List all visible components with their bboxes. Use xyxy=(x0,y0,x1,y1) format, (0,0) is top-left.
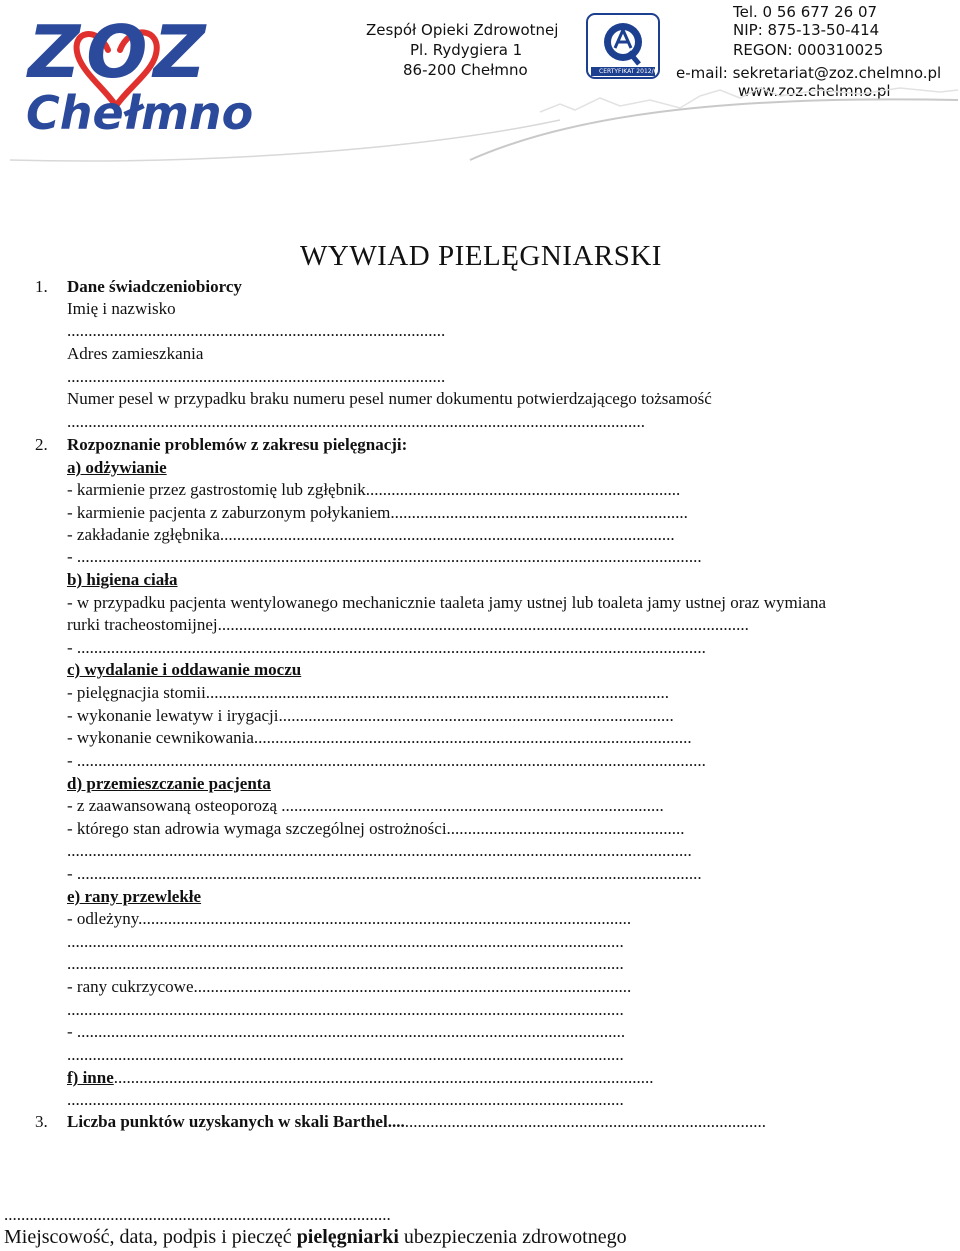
list-item: - .................................................................................................................................................... xyxy=(67,638,706,657)
skyline-decoration xyxy=(0,60,960,170)
section-heading: Liczba punktów uzyskanych w skali Barthel.... xyxy=(67,1112,405,1131)
list-item: - z zaawansowaną osteoporozą .......................................................................................... xyxy=(67,796,664,815)
section-number: 1. xyxy=(35,277,48,296)
list-item: - ................................................................................................................................................... xyxy=(67,547,702,566)
list-item: - rany cukrzycowe....................................................................................................... xyxy=(67,977,632,996)
page-title: WYWIAD PIELĘGNIARSKI xyxy=(300,240,662,272)
signature-line: ........................................................................................... xyxy=(4,1205,391,1224)
list-item: - karmienie pacjenta z zaburzonym połykaniem...................................................................... xyxy=(67,503,688,522)
org-name: Zespół Opieki Zdrowotnej xyxy=(366,21,559,39)
field-label: Numer pesel w przypadku braku numeru pesel numer dokumentu potwierdzającego tożsamość xyxy=(67,389,712,408)
list-item: - odleżyny.................................................................................................................... xyxy=(67,909,632,928)
list-item: - wykonanie lewatyw i irygacji............................................................................................. xyxy=(67,706,674,725)
list-item: ................................................................................................................................... xyxy=(67,1045,624,1064)
org-street: Pl. Rydygiera 1 xyxy=(410,41,523,59)
certificate-label: CERTYFIKAT 2012/6 xyxy=(599,68,658,75)
barthel-row xyxy=(67,1111,766,1133)
contact-www: www.zoz.chelmno.pl xyxy=(738,82,891,100)
caption-text: Miejscowość, data, podpis i pieczęć xyxy=(4,1226,297,1248)
section-number: 3. xyxy=(35,1112,48,1131)
logo-text-zoz: ZOZ xyxy=(28,10,212,94)
subsection-heading: e) rany przewlekłe xyxy=(67,887,202,906)
contact-email: e-mail: sekretariat@zoz.chelmno.pl xyxy=(676,64,942,82)
signature-caption xyxy=(4,1225,627,1249)
subsection-heading: b) higiena ciała xyxy=(67,570,178,589)
list-item: - w przypadku pacjenta wentylowanego mechanicznie taaleta jamy ustnej lub toaleta jamy ustnej oraz wymiana xyxy=(67,593,827,612)
org-city: 86-200 Chełmno xyxy=(403,61,528,79)
list-item: - którego stan adrowia wymaga szczególnej ostrożności........................................................ xyxy=(67,819,685,838)
subsection-heading: d) przemieszczanie pacjenta xyxy=(67,774,271,793)
list-item: - zakładanie zgłębnika........................................................................................................... xyxy=(67,525,675,544)
list-item: ................................................................................................................................... xyxy=(67,954,624,973)
subsection-heading: a) odżywianie xyxy=(67,458,167,477)
caption-text: ubezpieczenia zdrowotnego xyxy=(398,1226,627,1248)
list-item: - wykonanie cewnikowania....................................................................................................... xyxy=(67,728,692,747)
logo-text-chelmno: Chełmno xyxy=(26,86,254,140)
fill-in-line: ......................................................................................... xyxy=(67,367,446,386)
fill-in-line: ............................................................................................................................... xyxy=(113,1068,654,1087)
section-heading: Dane świadczeniobiorcy xyxy=(67,277,242,296)
list-item: - ................................................................................................................................................... xyxy=(67,864,702,883)
fill-in-line: ........................................................................................................................................ xyxy=(67,412,645,431)
list-item: - ................................................................................................................................. xyxy=(67,1022,626,1041)
list-item: - karmienie przez gastrostomię lub zgłębnik.......................................................................... xyxy=(67,480,681,499)
list-item: - pielęgnacjia stomii............................................................................................................. xyxy=(67,683,670,702)
contact-phone: Tel. 0 56 677 26 07 xyxy=(733,3,878,21)
field-label: Adres zamieszkania xyxy=(67,344,204,363)
list-item: ................................................................................................................................... xyxy=(67,1000,624,1019)
section-number: 2. xyxy=(35,435,48,454)
fill-in-line: ..................................................................................... xyxy=(404,1112,766,1131)
subsection-f-row xyxy=(67,1067,654,1089)
list-item: - .................................................................................................................................................... xyxy=(67,751,706,770)
caption-bold-text: pielęgniarki xyxy=(296,1226,399,1248)
section-heading: Rozpoznanie problemów z zakresu pielęgnacji: xyxy=(67,435,408,454)
fill-in-line: ......................................................................................... xyxy=(67,321,446,340)
list-item: rurki tracheostomijnej............................................................................................................................. xyxy=(67,615,749,634)
subsection-heading: f) inne xyxy=(67,1068,114,1087)
contact-nip: NIP: 875-13-50-414 xyxy=(733,21,880,39)
list-item: ................................................................................................................................................... xyxy=(67,841,692,860)
field-label: Imię i nazwisko xyxy=(67,299,176,318)
list-item: ................................................................................................................................... xyxy=(67,1090,624,1109)
contact-regon: REGON: 000310025 xyxy=(733,41,884,59)
list-item: ................................................................................................................................... xyxy=(67,932,624,951)
subsection-heading: c) wydalanie i oddawanie moczu xyxy=(67,660,302,679)
